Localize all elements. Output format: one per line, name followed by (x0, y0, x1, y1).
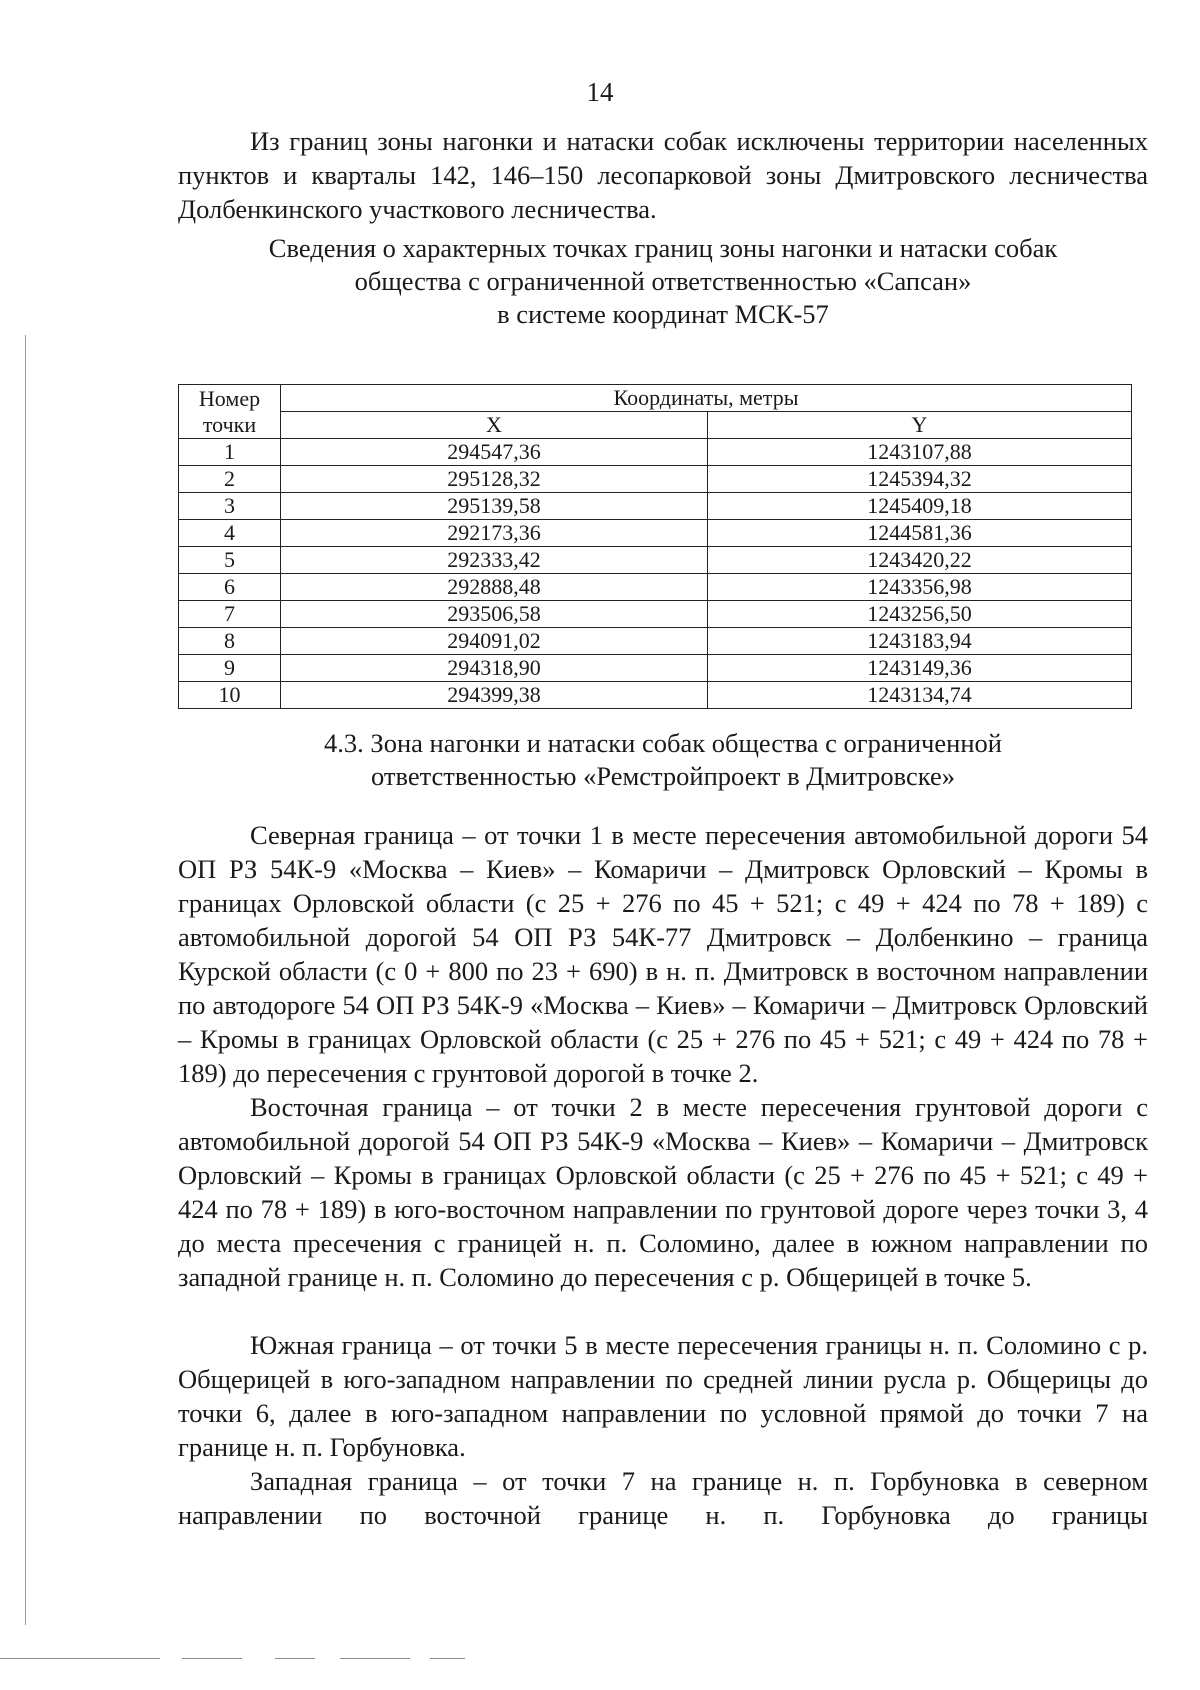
point-number-cell: 4 (179, 520, 281, 547)
x-coordinate-cell: 292333,42 (281, 547, 708, 574)
table-row (179, 493, 1132, 520)
table-row (179, 601, 1132, 628)
scan-margin-line (25, 335, 26, 1625)
y-coordinate-cell: 1243183,94 (708, 628, 1132, 655)
section-heading-line-1: 4.3. Зона нагонки и натаски собак общества с ограниченной (324, 728, 1002, 758)
table-body (179, 439, 1132, 709)
y-coordinate-cell: 1243149,36 (708, 655, 1132, 682)
paragraph-south-boundary: Южная граница – от точки 5 в месте пересечения границы н. п. Соломино с р. Общерицей в юго-западном направлении по средней линии русла р. Общерицы до точки 6, далее в юго-западном направлении по условной прямой до точки 7 на границе н. п. Горбуновка. (178, 1330, 1148, 1462)
table-subheader-row (179, 412, 1132, 439)
x-coordinate-cell: 292173,36 (281, 520, 708, 547)
y-coordinate-cell: 1243356,98 (708, 574, 1132, 601)
point-number-cell: 8 (179, 628, 281, 655)
table-row (179, 655, 1132, 682)
table-caption-line-1: Сведения о характерных точках границ зоны нагонки и натаски собак (268, 233, 1058, 263)
page-number: 14 (586, 77, 614, 107)
y-coordinate-cell: 1245394,32 (708, 466, 1132, 493)
table-row (179, 682, 1132, 709)
x-coordinate-cell: 294399,38 (281, 682, 708, 709)
table-header-row (179, 385, 1132, 412)
coordinates-table (178, 384, 1132, 709)
point-number-cell: 3 (179, 493, 281, 520)
paragraph-west-boundary: Западная граница – от точки 7 на границе н. п. Горбуновка в северном направлении по восточной границе н. п. Горбуновка до границы (178, 1466, 1148, 1530)
table-row (179, 547, 1132, 574)
table-row (179, 466, 1132, 493)
x-coordinate-cell: 292888,48 (281, 574, 708, 601)
point-number-cell: 6 (179, 574, 281, 601)
table-caption-line-3: в системе координат МСК-57 (497, 299, 829, 329)
y-coordinate-cell: 1243134,74 (708, 682, 1132, 709)
header-point-line-2: точки (202, 411, 257, 437)
table-row (179, 520, 1132, 547)
intro-paragraph: Из границ зоны нагонки и натаски собак исключены территории населенных пунктов и кварталы 142, 146–150 лесопарковой зоны Дмитровского лесничества Долбенкинского участкового лесничества. (178, 126, 1148, 224)
point-number-cell: 7 (179, 601, 281, 628)
y-coordinate-cell: 1245409,18 (708, 493, 1132, 520)
point-number-cell: 9 (179, 655, 281, 682)
section-heading (178, 727, 1148, 793)
x-coordinate-cell: 294318,90 (281, 655, 708, 682)
table-caption-line-2: общества с ограниченной ответственностью «Сапсан» (354, 266, 972, 296)
header-y: Y (708, 412, 1132, 439)
table-row (179, 439, 1132, 466)
header-point-number (179, 385, 281, 439)
header-x: X (281, 412, 708, 439)
x-coordinate-cell: 295139,58 (281, 493, 708, 520)
point-number-cell: 1 (179, 439, 281, 466)
x-coordinate-cell: 293506,58 (281, 601, 708, 628)
table-row (179, 574, 1132, 601)
point-number-cell: 5 (179, 547, 281, 574)
y-coordinate-cell: 1243256,50 (708, 601, 1132, 628)
x-coordinate-cell: 295128,32 (281, 466, 708, 493)
point-number-cell: 2 (179, 466, 281, 493)
point-number-cell: 10 (179, 682, 281, 709)
header-coordinates: Координаты, метры (281, 385, 1132, 412)
header-point-line-1: Номер (198, 385, 261, 411)
scan-bottom-artifact (0, 1656, 1200, 1662)
y-coordinate-cell: 1244581,36 (708, 520, 1132, 547)
section-heading-line-2: ответственностью «Ремстройпроект в Дмитровске» (370, 761, 956, 791)
table-row (179, 628, 1132, 655)
y-coordinate-cell: 1243420,22 (708, 547, 1132, 574)
paragraph-north-boundary: Северная граница – от точки 1 в месте пересечения автомобильной дороги 54 ОП РЗ 54К-9 «Москва – Киев» – Комаричи – Дмитровск Орловский – Кромы в границах Орловской области (с 25 + 276 по 45 + 521; с 49 + 424 по 78 + 189) с автомобильной дорогой 54 ОП РЗ 54К-77 Дмитровск – Долбенкино – граница Курской области (с 0 + 800 по 23 + 690) в н. п. Дмитровск в восточном направлении по автодороге 54 ОП РЗ 54К-9 «Москва – Киев» – Комаричи – Дмитровск Орловский – Кромы в границах Орловской области (с 25 + 276 по 45 + 521; с 49 + 424 по 78 + 189) до пересечения с грунтовой дорогой в точке 2. (178, 820, 1148, 1088)
paragraph-east-boundary: Восточная граница – от точки 2 в месте пересечения грунтовой дороги с автомобильной дорогой 54 ОП РЗ 54К-9 «Москва – Киев» – Комаричи – Дмитровск Орловский – Кромы в границах Орловской области (с 25 + 276 по 45 + 521; с 49 + 424 по 78 + 189) в юго-восточном направлении по грунтовой дороге через точки 3, 4 до места пресечения с границей н. п. Соломино, далее в южном направлении по западной границе н. п. Соломино до пересечения с р. Общерицей в точке 5. (178, 1092, 1148, 1292)
x-coordinate-cell: 294547,36 (281, 439, 708, 466)
y-coordinate-cell: 1243107,88 (708, 439, 1132, 466)
x-coordinate-cell: 294091,02 (281, 628, 708, 655)
table-caption (178, 232, 1148, 331)
